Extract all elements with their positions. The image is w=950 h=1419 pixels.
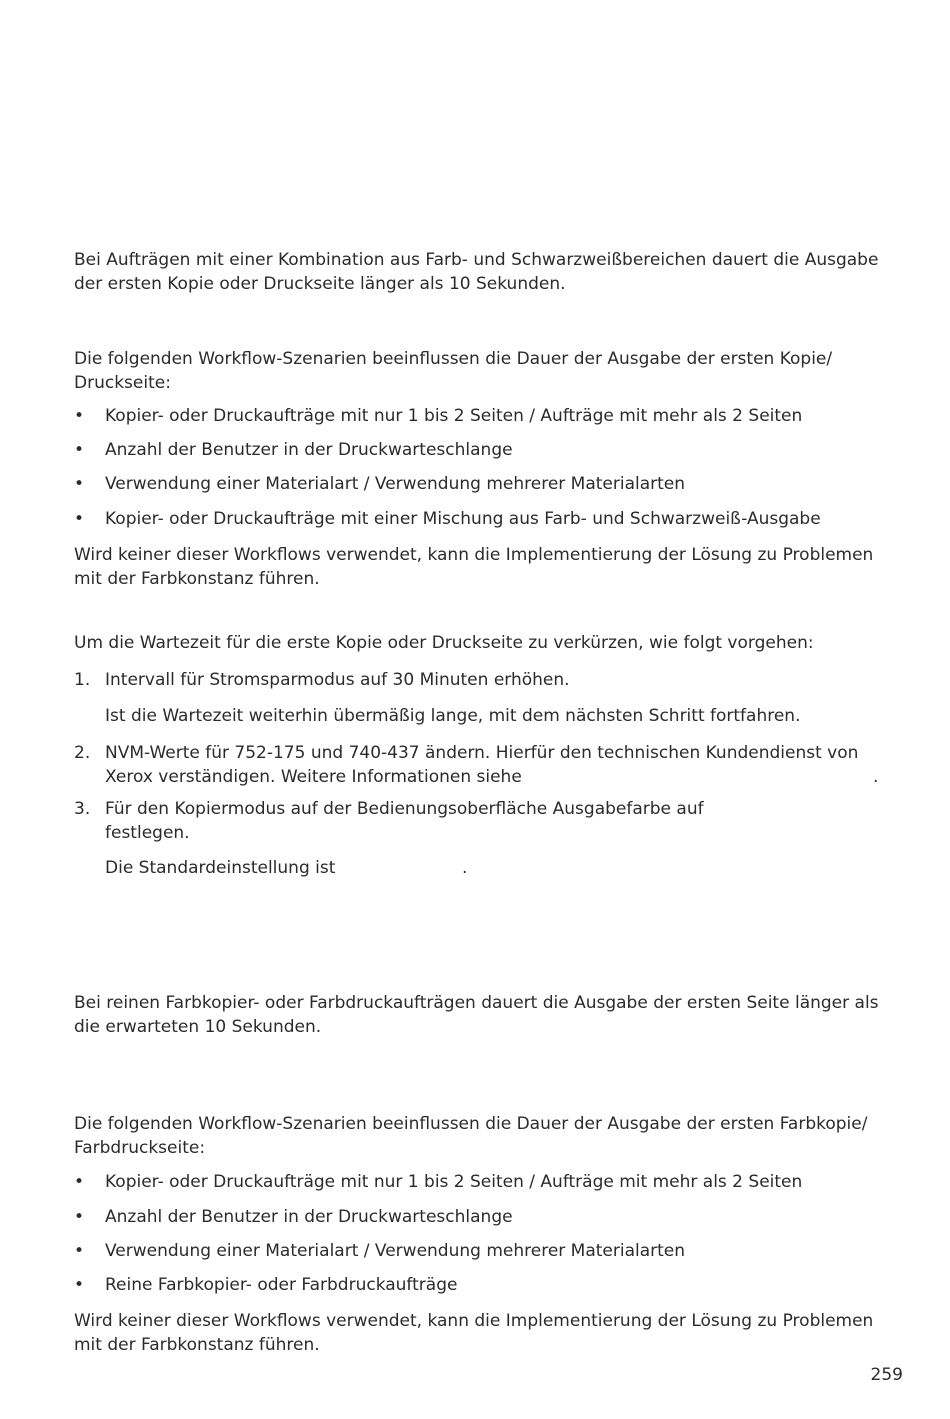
- bullet-marker: •: [74, 1241, 85, 1261]
- section2-intro: Bei reinen Farbkopier- oder Farbdruckaufträgen dauert die Ausgabe der ersten Seite länger als die erwarteten 10 Sekunden.: [74, 993, 879, 1037]
- section2-note: Wird keiner dieser Workflows verwendet, kann die Implementierung der Lösung zu Problemen mit der Farbkonstanz führen.: [74, 1311, 874, 1355]
- bullet-marker: •: [74, 440, 85, 460]
- section1-intro: Bei Aufträgen mit einer Kombination aus Farb- und Schwarzweißbereichen dauert die Ausgabe der ersten Kopie oder Druckseite länger als 10 Sekunden.: [74, 250, 879, 294]
- step-number: 3.: [74, 799, 91, 819]
- solution-step-1-note: Ist die Wartezeit weiterhin übermäßig lange, mit dem nächsten Schritt fortfahren.: [105, 706, 801, 726]
- step-number: 2.: [74, 743, 91, 763]
- bullet-marker: •: [74, 406, 85, 426]
- section1-note: Wird keiner dieser Workflows verwendet, kann die Implementierung der Lösung zu Problemen mit der Farbkonstanz führen.: [74, 545, 874, 589]
- section1-cause-intro: Die folgenden Workflow-Szenarien beeinflussen die Dauer der Ausgabe der ersten Kopie/ Druckseite:: [74, 349, 833, 393]
- section1-solution-intro: Um die Wartezeit für die erste Kopie oder Druckseite zu verkürzen, wie folgt vorgehen:: [74, 633, 814, 653]
- bullet-marker: •: [74, 474, 85, 494]
- section2-cause-intro: Die folgenden Workflow-Szenarien beeinflussen die Dauer der Ausgabe der ersten Farbkopie/ Farbdruckseite:: [74, 1114, 868, 1158]
- step-number: 1.: [74, 670, 91, 690]
- bullet-marker: •: [74, 1172, 85, 1192]
- solution-step-3-note: Die Standardeinstellung ist .: [105, 858, 468, 878]
- page-number: 259: [870, 1365, 903, 1385]
- bullet-marker: •: [74, 1207, 85, 1227]
- bullet-marker: •: [74, 509, 85, 529]
- bullet-marker: •: [74, 1275, 85, 1295]
